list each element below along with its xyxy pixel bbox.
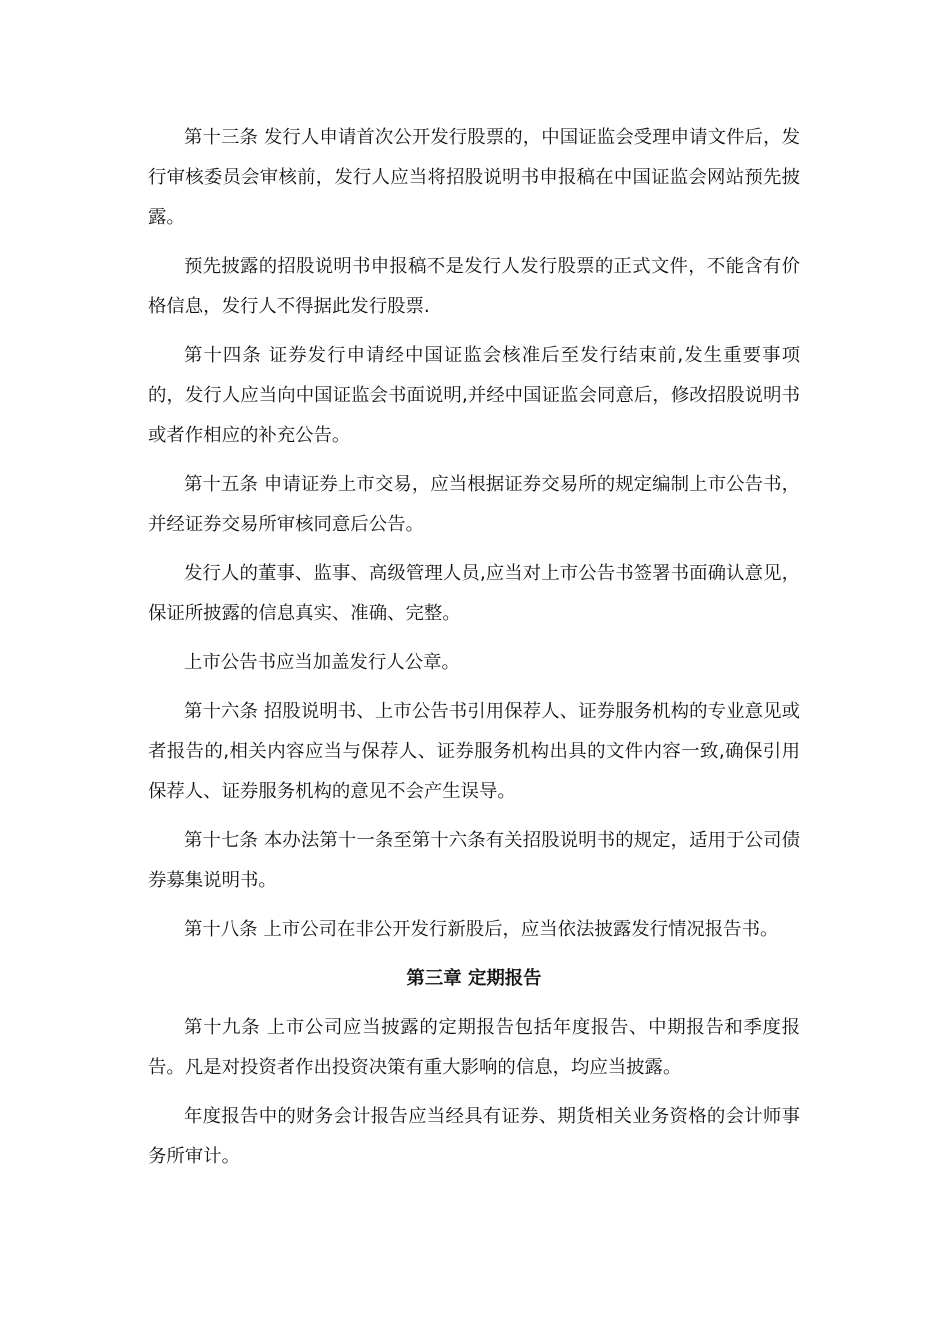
article-15-paragraph: 第十五条 申请证券上市交易，应当根据证券交易所的规定编制上市公告书，并经证券交易所审核同意后公告。 (148, 474, 800, 535)
article-17-paragraph: 第十七条 本办法第十一条至第十六条有关招股说明书的规定，适用于公司债券募集说明书。 (148, 830, 800, 891)
annual-report-audit-paragraph: 年度报告中的财务会计报告应当经具有证券、期货相关业务资格的会计师事务所审计。 (148, 1106, 800, 1167)
article-18-paragraph: 第十八条 上市公司在非公开发行新股后，应当依法披露发行情况报告书。 (184, 919, 779, 940)
seal-paragraph: 上市公告书应当加盖发行人公章。 (184, 652, 460, 673)
document-body (148, 118, 800, 1186)
article-16-paragraph: 第十六条 招股说明书、上市公告书引用保荐人、证券服务机构的专业意见或者报告的,相关内容应当与保荐人、证券服务机构出具的文件内容一致,确保引用保荐人、证券服务机构的意见不会产生误导。 (148, 701, 800, 802)
pre-disclosure-paragraph: 预先披露的招股说明书申报稿不是发行人发行股票的正式文件，不能含有价格信息，发行人不得据此发行股票. (148, 256, 800, 317)
article-19-paragraph: 第十九条 上市公司应当披露的定期报告包括年度报告、中期报告和季度报告。凡是对投资者作出投资决策有重大影响的信息，均应当披露。 (148, 1017, 800, 1078)
directors-confirmation-paragraph: 发行人的董事、监事、高级管理人员,应当对上市公告书签署书面确认意见，保证所披露的信息真实、准确、完整。 (148, 563, 800, 624)
chapter-heading: 第三章 定期报告 (406, 968, 542, 989)
article-13-paragraph: 第十三条 发行人申请首次公开发行股票的，中国证监会受理申请文件后，发行审核委员会审核前，发行人应当将招股说明书申报稿在中国证监会网站预先披露。 (148, 127, 800, 228)
article-14-paragraph: 第十四条 证券发行申请经中国证监会核准后至发行结束前,发生重要事项的，发行人应当向中国证监会书面说明,并经中国证监会同意后，修改招股说明书或者作相应的补充公告。 (148, 345, 800, 446)
